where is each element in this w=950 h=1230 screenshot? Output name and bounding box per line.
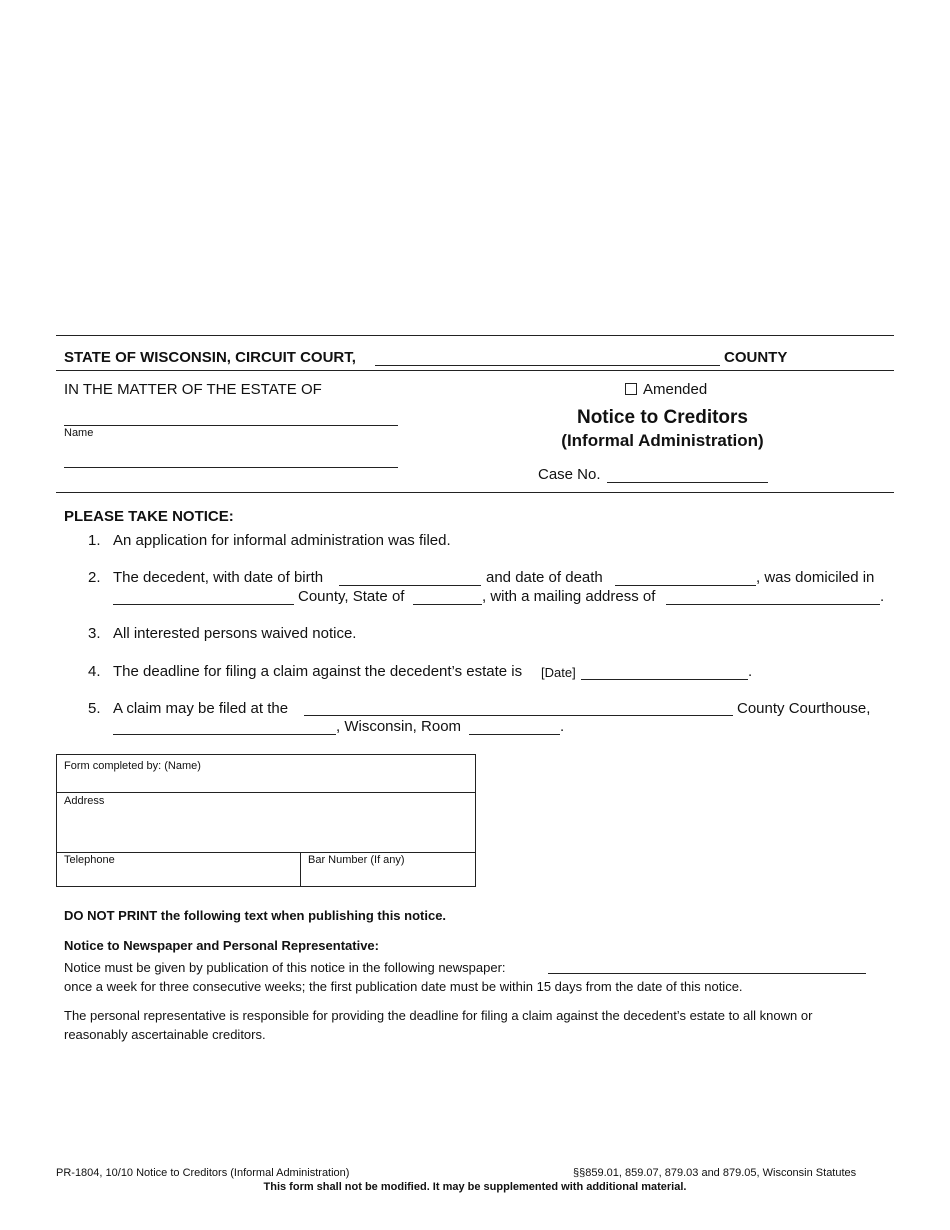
- representative-line-1: The personal representative is responsible for providing the deadline for filing a claim against the decedent’s estate to all known or: [64, 1008, 813, 1023]
- completed-box-divider-2: [56, 852, 476, 853]
- item-5-text-c: , Wisconsin, Room: [336, 718, 462, 735]
- item-5-text-a: A claim may be filed at the: [113, 700, 289, 717]
- footer-statutes: §§859.01, 859.07, 879.03 and 879.05, Wisconsin Statutes: [573, 1167, 857, 1179]
- death-date-field[interactable]: [615, 585, 756, 586]
- header-rule: [56, 370, 894, 371]
- newspaper-heading: Notice to Newspaper and Personal Representative:: [64, 938, 379, 953]
- completed-by-address-field[interactable]: Address: [64, 795, 105, 807]
- header-bottom-rule: [56, 492, 894, 493]
- item-3-text: All interested persons waived notice.: [113, 625, 357, 642]
- county-name-field[interactable]: [375, 365, 720, 366]
- newspaper-line-1: Notice must be given by publication of this notice in the following newspaper:: [64, 960, 506, 975]
- item-2-number: 2.: [88, 569, 101, 586]
- newspaper-name-field[interactable]: [548, 973, 866, 974]
- item-4-text-b: .: [748, 663, 753, 680]
- deadline-date-field[interactable]: [581, 679, 748, 680]
- item-4-number: 4.: [88, 663, 101, 680]
- room-field[interactable]: [469, 734, 560, 735]
- item-4-text-a: The deadline for filing a claim against the decedent’s estate is: [113, 663, 523, 680]
- form-title: Notice to Creditors: [576, 407, 749, 428]
- notice-heading: PLEASE TAKE NOTICE:: [64, 508, 234, 525]
- top-rule: [56, 335, 894, 336]
- decedent-name-field-2[interactable]: [64, 467, 398, 468]
- item-2-text-a: The decedent, with date of birth: [113, 569, 324, 586]
- completed-box-divider-1: [56, 792, 476, 793]
- item-2-text-b: and date of death: [486, 569, 603, 586]
- courthouse-county-field[interactable]: [304, 715, 733, 716]
- footer-disclaimer: This form shall not be modified. It may be supplemented with additional material.: [263, 1181, 687, 1193]
- date-label: [Date]: [541, 665, 576, 680]
- newspaper-line-2: once a week for three consecutive weeks; the first publication date must be within 15 days from the date of this notice.: [64, 979, 743, 994]
- amended-checkbox[interactable]: [625, 383, 637, 395]
- item-5-text-d: .: [560, 718, 565, 735]
- item-1-number: 1.: [88, 532, 101, 549]
- item-2-text-f: .: [880, 588, 885, 605]
- case-no-field[interactable]: [607, 482, 768, 483]
- estate-label: IN THE MATTER OF THE ESTATE OF: [64, 381, 322, 398]
- name-label: Name: [64, 427, 94, 439]
- completed-by-name-field[interactable]: Form completed by: (Name): [64, 760, 201, 772]
- domicile-county-field[interactable]: [113, 604, 294, 605]
- birth-date-field[interactable]: [339, 585, 481, 586]
- amended-label: Amended: [643, 381, 708, 398]
- completed-by-box: [56, 754, 476, 887]
- item-3-number: 3.: [88, 625, 101, 642]
- item-2-text-d: County, State of: [298, 588, 405, 605]
- item-1-text: An application for informal administration was filed.: [113, 532, 451, 549]
- case-no-label: Case No.: [538, 466, 601, 483]
- completed-by-bar-number-field[interactable]: Bar Number (If any): [308, 854, 405, 866]
- item-5-number: 5.: [88, 700, 101, 717]
- item-2-text-c: , was domiciled in: [756, 569, 875, 586]
- item-2-text-e: , with a mailing address of: [482, 588, 656, 605]
- completed-by-telephone-field[interactable]: Telephone: [64, 854, 115, 866]
- footer-form-id: PR-1804, 10/10 Notice to Creditors (Informal Administration): [56, 1167, 350, 1179]
- form-subtitle: (Informal Administration): [561, 431, 764, 450]
- domicile-state-field[interactable]: [413, 604, 482, 605]
- do-not-print-notice: DO NOT PRINT the following text when publishing this notice.: [64, 908, 447, 923]
- court-line-label: STATE OF WISCONSIN, CIRCUIT COURT,: [64, 349, 356, 366]
- representative-line-2: reasonably ascertainable creditors.: [64, 1027, 266, 1042]
- item-5-text-b: County Courthouse,: [737, 700, 871, 717]
- mailing-address-field[interactable]: [666, 604, 880, 605]
- county-label: COUNTY: [724, 349, 788, 366]
- courthouse-city-field[interactable]: [113, 734, 336, 735]
- completed-box-divider-vertical: [300, 852, 301, 887]
- decedent-name-field[interactable]: [64, 425, 398, 426]
